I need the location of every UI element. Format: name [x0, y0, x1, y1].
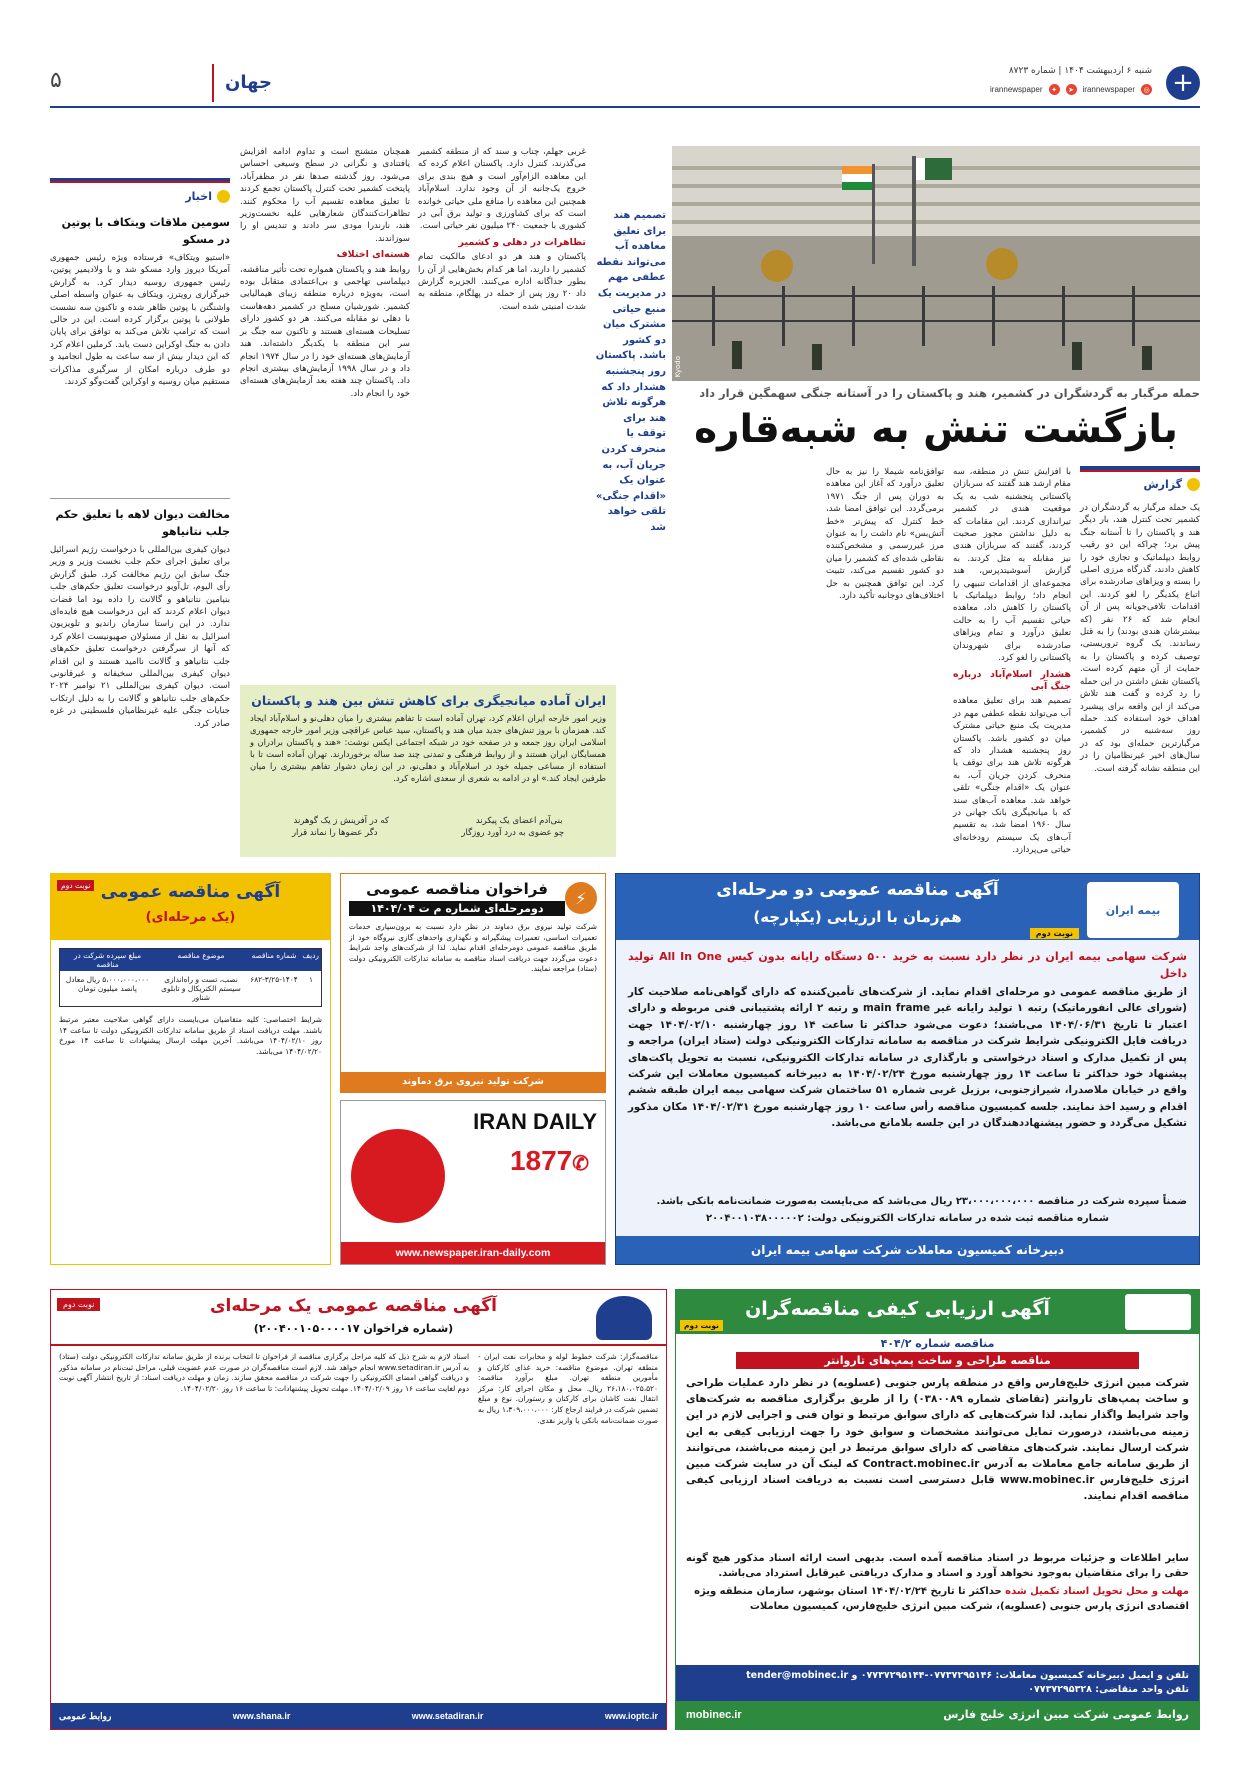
story-supertitle: حمله مرگبار به گردشگران در کشمیر، هند و پاکستان را در آستانه جنگی سهمگین قرار داد — [699, 386, 1200, 400]
telegram-icon: ➤ — [1066, 84, 1077, 95]
ad-mobin-footer: روابط عمومی شرکت مبین انرژی خلیج فارس mobinec.ir — [676, 1701, 1199, 1729]
box-story — [240, 685, 616, 857]
ad-bime-setad: شماره مناقصه ثبت شده در سامانه تدارکات الکترونیکی دولت: ۲۰۰۴۰۰۱۰۳۸۰۰۰۰۰۲ — [706, 1213, 1109, 1224]
box-story-title: ایران آماده میانجیگری برای کاهش تنش بین هند و پاکستان — [251, 693, 606, 708]
ad-general — [50, 873, 331, 1265]
plus-icon: + — [1166, 66, 1200, 100]
ad-mobin-url[interactable]: mobinec.ir — [686, 1709, 742, 1721]
phone-icon: ✆ — [572, 1153, 589, 1175]
ad-mobin-title: آگهی ارزیابی کیفی مناقصه‌گران — [745, 1298, 1050, 1320]
news-item-1-title: سومین ملاقات ویتکاف با پوتین در مسکو — [61, 216, 230, 246]
ad-barq-footer: شرکت تولید نیروی برق دماوند — [341, 1072, 605, 1092]
table-header: موضوع مناقصه — [155, 949, 247, 971]
story-col5-text: همچنان متشنج است و تداوم ادامه افزایش یافتنادی و نگرانی در سطح وسیعی احساس می‌شود. روز گذشته صدها نفر در مظفرآباد، پایتخت کشمیر تحت کنترل پاکستان تجمع کردند تا تعلیق معاهده تقسیم آب را محکوم کنند. تظاهرات‌کنندگان شعارهایی علیه نخست‌وزیر هند، نارندرا مودی سر دادند و تندیس او را سوزاندند. — [240, 147, 410, 244]
news-rule-red — [50, 181, 230, 183]
ad-bime-header — [616, 874, 1199, 940]
story-subhead-water: هشدار اسلام‌آباد درباره جنگ آبی — [953, 668, 1071, 692]
oil-ministry-logo-icon — [596, 1296, 652, 1340]
story-headline: بازگشت تنش به شبه‌قاره — [694, 407, 1178, 452]
ad-bime-logo: بیمه ایران — [1087, 882, 1179, 938]
story-col2-text-b: تصمیم هند برای تعلیق معاهده آب می‌تواند نقطه عطفی مهم در مدیریت یک منبع حیاتی مشترک میان دو کشور باشد. پاکستان روز پنجشنبه هشدار داد که هرگونه تلاش هند برای توقف یا منحرف کردن جریان آب، به عنوان یک «اقدام جنگی» تلقی خواهد شد. معاهده آب‌های سند که با میانجیگری بانک جهانی در سال ۱۹۶۰ امضا شد، به تقسیم آب‌های یک سیستم رودخانه‌ای حیاتی می‌پردازد. — [953, 696, 1072, 856]
ad-mobin-body2: سایر اطلاعات و جزئیات مربوط در اسناد مناقصه آمده است. بدیهی است ارائه اسناد مذکور هیچ گونه حقی را برای متقاضیان به‌وجود نخواهد آورد و اسناد و مدارک دریافتی غیرقابل استرداد می‌باشد. — [686, 1553, 1189, 1579]
page-number: ۵ — [50, 68, 62, 93]
story-col4-text: غربی جهلم، چناب و سند که از منطقه کشمیر می‌گذرند، کنترل دارد. پاکستان اعلام کرده که این معاهده الزام‌آور است و هیچ بندی برای خروج یک‌جانبه از آن وجود ندارد. اسلام‌آباد همچنین این معاهده را منافع ملی حیاتی خوانده است که برای کشاورزی و تولید برق آبی در کشوری با جمعیت ۲۴۰ میلیون نفر حیاتی است. — [418, 147, 586, 232]
pull-quote: تصمیم هند برای تعلیق معاهده آب می‌تواند نقطه عطفی مهم در مدیریت یک منبع حیاتی مشترک میان دو کشور باشد. پاکستان روز پنجشنبه هشدار داد که هرگونه تلاش هند برای توقف یا منحرف کردن جریان آب، به عنوان یک «اقدام جنگی» تلقی خواهد شد — [595, 210, 666, 533]
ad-bime-badge: نوبت دوم — [1030, 928, 1079, 939]
ad-gas-url1[interactable]: www.ioptc.ir — [604, 1711, 658, 1721]
ad-general-table — [59, 948, 322, 1007]
news-header: اخبار — [185, 190, 230, 203]
twitter-icon: ✦ — [1049, 84, 1060, 95]
social-handle-2[interactable]: irannewspaper — [990, 85, 1043, 94]
tag-rule-red — [1080, 470, 1200, 472]
ad-gas-body-right: مناقصه‌گزار: شرکت خطوط لوله و مخابرات نفت ایران - منطقه تهران. موضوع مناقصه: خرید غذای کارکنان و مأمورین منطقه تهران. مبلغ برآورد مناقصه: ۲۶،۱۸۰،۰۲۵،۵۲۰ ریال. محل و مکان اجرای کار: مرکز انتقال نفت کاشان برای کارکنان و رستوران. نوع و مبلغ تضمین شرکت در فرایند ارجاع کار: ۱،۳۰۹،۰۰۰،۰۰۰ ریال به صورت ضمانت‌نامه بانکی یا واریز نقدی. — [478, 1352, 658, 1425]
ad-mobin-badge: نوبت دوم — [680, 1320, 723, 1331]
mobin-logo-icon — [1125, 1294, 1191, 1330]
ad-bime-subtitle: هم‌زمان با ارزیابی (یکپارچه) — [753, 908, 962, 926]
ad-bime-title: آگهی مناقصه عمومی دو مرحله‌ای — [716, 880, 999, 900]
story-subhead-protest: تظاهرات در دهلی و کشمیر — [458, 236, 586, 248]
ad-general-title: آگهی مناقصه عمومی — [100, 882, 281, 902]
ad-gas-title: آگهی مناقصه عمومی یک مرحله‌ای — [209, 1296, 498, 1316]
header-divider — [212, 64, 214, 102]
lightning-icon: ⚡ — [565, 882, 597, 914]
ad-bime-iran — [615, 873, 1200, 1265]
story-subhead-nuclear: هسته‌ای اختلاف — [336, 249, 410, 261]
table-cell: ۵،۰۰۰،۰۰۰،۰۰۰ ریال معادل پانصد میلیون تومان — [65, 975, 150, 993]
ad-iran-daily — [340, 1100, 606, 1265]
photo-credit: Kyodo — [674, 355, 682, 377]
ad-gas-pr: روابط عمومی — [59, 1711, 112, 1721]
page-header — [50, 64, 1200, 102]
table-header: ردیف — [301, 949, 321, 971]
news-divider — [50, 498, 230, 499]
ad-bime-footer: دبیرخانه کمیسیون معاملات شرکت سهامی بیمه ایران — [616, 1236, 1199, 1264]
story-column-5 — [240, 146, 410, 496]
story-col5-text-b: روابط هند و پاکستان همواره تحت تأثیر مناقشه، دیپلماسی تهاجمی و بی‌اعتمادی متقابل بوده است، به‌ویژه درباره منطقه زیبای هیمالیایی کشمیر. شورشیان مسلح در کشمیر دهه‌هاست با دهلی نو مقابله می‌کنند. هر دو کشور دارای تسلیحات هسته‌ای هستند و تاکنون سه جنگ بر سر این منطقه با یکدیگر داشته‌اند. هند آزمایش‌های هسته‌ای خود را در سال ۱۹۷۴ انجام داد و در سال ۱۹۹۸ آزمایش‌های بیشتری انجام داد. پاکستان چند هفته بعد آزمایش‌های هسته‌ای خود را انجام داد. — [240, 264, 411, 399]
ad-gas-url3[interactable]: www.shana.ir — [232, 1711, 291, 1721]
ad-barq-body: شرکت تولید نیروی برق دماوند در نظر دارد نسبت به برون‌سپاری خدمات تعمیرات اساسی، تعمیرات پیشگیرانه و نگهداری واحدهای گازی نیروگاه خود از طریق مناقصه عمومی دومرحله‌ای اقدام نماید. لذا از شرکت‌های واجد شرایط دعوت می‌گردد جهت دریافت اسناد مناقصه به سامانه تدارکات الکترونیکی دولت (ستاد) مراجعه نمایند. — [349, 922, 597, 974]
news-dot-icon — [217, 190, 230, 203]
section-title: جهان — [225, 72, 272, 93]
border-ceremony-photo — [672, 146, 1200, 381]
instagram-icon: ◎ — [1141, 84, 1152, 95]
table-cell: نصب، تست و راه‌اندازی سیستم الکتریکال و تابلوی شناور — [161, 975, 241, 1002]
ad-barq-title: فراخوان مناقصه عمومی — [366, 880, 548, 898]
table-cell: ۱ — [309, 975, 313, 984]
ad-bime-deposit: ضمناً سپرده شرکت در مناقصه ۲۳،۰۰۰،۰۰۰،۰۰۰ ریال می‌باشد که می‌بایست به‌صورت ضمانت‌نامه بانکی باشد. — [656, 1196, 1187, 1207]
iran-daily-url[interactable]: www.newspaper.iran-daily.com — [341, 1242, 605, 1264]
ad-mobin-body: شرکت مبین انرژی خلیج‌فارس واقع در منطقه پارس جنوبی (عسلویه) در نظر دارد عملیات طراحی و ساخت پمپ‌های تاروانتر (تقاضای شماره ۰۳۸۰۰۸۹) را از طریق برگزاری مناقصه به شرکت‌های واجد شرایط واگذار نماید. لذا شرکت‌هایی که دارای سوابق مرتبط و توان فنی و اجرایی لازم در این زمینه می‌باشند، درصورت تمایل می‌توانند مشخصات و سوابق خود را جهت ارزیابی کیفی به این شرکت ارسال نمایند. شرکت‌های متقاضی که دارای سوابق مرتبط در این زمینه می‌باشند، می‌توانند از طریق سامانه جامع معاملات به آدرس Contract.mobinec.ir که لینک آن در سایت شرکت مبین انرژی خلیج‌فارس www.mobinec.ir قابل دسترسی است نسبت به دریافت اسناد ارزیابی کیفی مناقصه اقدام نمایند. — [686, 1377, 1189, 1503]
ad-mobin-number: مناقصه شماره ۴۰۴/۲ — [880, 1337, 995, 1350]
story-column-1: یک حمله مرگبار به گردشگران در کشمیر تحت کنترل هند، بار دیگر هند و پاکستان را تا آستانه جنگ پیش برد؛ چراکه این دو رقیب روابط دیپلماتیک و تجاری خود را کاهش دادند، گذرگاه مرزی اصلی را بسته و ویزاهای صادرشده برای اتباع یکدیگر را لغو کردند. این اقدامات تلافی‌جویانه پس از آن انجام شد که ۲۶ نفر (که بیشترشان هندی بودند) را به قتل رساندند. یک گروه تروریستی، توصیف کرده و پاکستان را به حمایت از آن متهم کرده است. پاکستان نقش داشتن در این حمله را رد کرده و گفت هند تلاش می‌کند از این واقعه برای پیشبرد اهداف خود استفاده کند. حمله روز سه‌شنبه در کشمیر، مرگبارترین حمله‌ای بود که در سال‌های اخیر غیرنظامیان را در این منطقه نشانه گرفته است. — [1080, 503, 1200, 774]
ad-gas-footer — [51, 1703, 666, 1729]
box-poem-line-1: بنی‌آدم اعضای یک پیکرند که در آفرینش ز یک گوهرند — [293, 816, 563, 826]
box-poem-line-2: چو عضوی به درد آورد روزگار دگر عضوها را نماند قرار — [291, 828, 565, 838]
box-story-body: وزیر امور خارجه ایران اعلام کرد، تهران آماده است تا تفاهم بیشتری را میان دهلی‌نو و اسلام‌آباد ایجاد کند. همزمان با بروز تنش‌های جدید میان هند و پاکستان، سید عباس عراقچی وزیر امور خارجه جمهوری اسلامی ایران روز جمعه و در صفحه خود در شبکه اجتماعی ایکس نوشت: «هند و پاکستان برادران و همسایگان ایران هستند و از روابط فرهنگی و تمدنی چند صد ساله برخوردارند. تهران آماده است تا با استفاده از مساعی جمیله خود در اسلام‌آباد و دهلی‌نو، در این زمان دشوار تفاهم بیشتری را میان طرفین ایجاد کند.» او در ادامه به شعری از سعدی اشاره کرد. — [250, 713, 606, 783]
ad-bime-lead: شرکت سهامی بیمه ایران در نظر دارد نسبت به خرید ۵۰۰ دستگاه رایانه بدون کیس All In One تولید داخل — [628, 950, 1188, 980]
social-handle-1[interactable]: irannewspaper — [1082, 85, 1135, 94]
table-header: مبلغ سپرده شرکت در مناقصه — [60, 949, 155, 971]
date-issue: شنبه ۶ اردیبهشت ۱۴۰۴ | شماره ۸۷۲۳ — [1008, 66, 1152, 76]
map-icon — [351, 1129, 445, 1223]
ad-mobin — [675, 1289, 1200, 1730]
ad-mobin-subject: مناقصه طراحی و ساخت پمپ‌های تاروانتر — [736, 1352, 1139, 1369]
ad-barq — [340, 873, 606, 1093]
story-column-4 — [418, 146, 586, 496]
story-column-3: توافق‌نامه شیملا را نیز به حال تعلیق درآورد که آغاز این معاهده به دوران پس از جنگ ۱۹۷۱ برمی‌گردد. این توافق امضا شد، خط کنترل که پیش‌تر «خط آتش‌بس» نام داشت را به عنوان مرز غیررسمی و مشخص‌کننده نقاطی شده‌ای که کشمیر را میان دو کشور تقسیم می‌کند، تثبیت کرد. این توافق همچنین به حل اختلاف‌های دوجانبه تأکید دارد. — [826, 467, 944, 602]
ad-barq-subtitle: دومرحله‌ای شماره م ت ۱۴۰۴/۰۴ — [349, 901, 565, 916]
story-col4-text-b: پاکستان و هند هر دو ادعای مالکیت تمام کشمیر را دارند، اما هر کدام بخش‌هایی از آن را بطور جداگانه اداره می‌کنند. الجزیره گزارش داد ۲۰ روز پس از حمله در پهلگام، منطقه به شدت امنیتی شده است. — [418, 252, 586, 312]
social-links — [990, 84, 1152, 95]
news-item-1-body: «استیو ویتکاف» فرستاده ویژه رئیس جمهوری آمریکا دیروز وارد مسکو شد و با ولادیمیر پوتین، رئیس جمهوری روسیه دیدار کرد. به گزارش خبرگزاری رویترز، ویتکاف به عنوان واسطه اصلی واشنگتن با پوتین ظاهر شده و تاکنون سه نشست طولانی با پوتین برگزار کرده است. این در حالی است که ترامپ تلاش می‌کند به توافق برای پایان دادن به جنگ اوکراین دست یابد. کرملین اعلام کرد که این دیدار بیش از سه ساعت به طول انجامید و دو طرف درباره امکان از سرگیری مذاکرات مستقیم میان روسیه و اوکراین گفت‌وگو کردند. — [50, 253, 230, 388]
report-tag: گزارش — [1143, 478, 1200, 491]
iran-daily-phone: ✆1877 — [509, 1145, 589, 1176]
tag-dot-icon — [1187, 478, 1200, 491]
ad-gas-subtitle: (شماره فراخوان ۲۰۰۴۰۰۱۰۵۰۰۰۰۱۷) — [253, 1322, 454, 1335]
story-col2-text: با افزایش تنش در منطقه، سه مقام ارشد هند گفتند که سربازان پاکستانی پنجشنبه شب به یک موقعیت هندی در کشمیر تیراندازی کردند. این مقامات که به دلیل نداشتن مجوز صحبت کردند، گفتند که سربازان هندی نیز مقابله به مثل کردند. به گزارش آسوشیتدپرس، هند مجموعه‌ای از اقدامات تنبیهی را انجام داد؛ روابط دیپلماتیک با پاکستان را کاهش داد، معاهده حیاتی تقسیم آب را به حالت تعلیق درآورد و تمام ویزاهای صادرشده برای شهروندان پاکستانی را لغو کرد. — [953, 467, 1071, 664]
ad-gas-badge: نوبت دوم — [57, 1298, 100, 1311]
news-item-2-body: دیوان کیفری بین‌المللی با درخواست رژیم اسرائیل برای تعلیق اجرای حکم جلب نخست وزیر و وزیر جنگ سابق این رژیم مخالفت کرد. طبق گزارش رأی الیوم، تل‌آویو درخواست تعلیق حکم‌های جلب بنیامین نتانیاهو و گالانت را داده بود اما قضات دیوان اعلام کردند که این درخواست هیچ فایده‌ای ندارد. در این راستا سازمان راندیو و تلویزیون اسرائیل به نقل از مسئولان صهیونیست اعلام کرد که آنها از سرگرفتن درخواست تعلیق حکم‌های جلب نتانیاهو و گالانت ناامید هستند و این اقدام دیوان کیفری بین‌المللی سخیفانه و غیرقانونی است. دیوان کیفری بین‌المللی ۲۱ نوامبر ۲۰۲۴ حکم‌های جلب نتانیاهو و گالانت را به دلیل ارتکاب جنایات جنگی علیه غیرنظامیان فلسطینی در غزه صادر کرد. — [50, 545, 230, 729]
ad-gas — [50, 1289, 667, 1730]
ad-mobin-contacts: تلفن و ایمیل دبیرخانه کمیسیون معاملات: ۰۷۷۳۷۲۹۵۱۴۶-۰۷۷۳۷۲۹۵۱۴۴ و tender@mobinec.ir تلفن واحد متقاضی: ۰۷۷۳۷۲۹۵۳۲۸ — [676, 1665, 1199, 1701]
table-cell: ۶۸۲-۳/۲۵-۱۴۰۴ — [250, 975, 298, 984]
ad-gas-body-left: اسناد لازم به شرح ذیل که کلیه مراحل برگزاری مناقصه از فراخوان تا انتخاب برنده از طریق سامانه تدارکات الکترونیکی دولت (ستاد) به آدرس www.setadiran.ir انجام خواهد شد. لازم است مناقصه‌گران در صورت عدم عضویت قبلی، مراحل ثبت‌نام در سامانه مذکور و دریافت گواهی امضای الکترونیکی را جهت شرکت در مناقصه محقق سازند. زمان و مهلت دریافت اسناد: از تاریخ انتشار آگهی نوبت دوم لغایت ساعت ۱۶ روز ۱۴۰۴/۰۲/۰۹. مهلت تحویل پیشنهادات: تا ساعت ۱۶ روز ۱۴۰۴/۰۲/۲۰. — [59, 1352, 470, 1393]
news-item-2-title: مخالفت دیوان لاهه با تعلیق حکم جلب نتانیاهو — [55, 508, 230, 538]
story-column-2 — [953, 466, 1072, 856]
ad-general-subtitle: (یک مرحله‌ای) — [145, 910, 236, 925]
ad-general-body: شرایط اختصاصی: کلیه متقاضیان می‌بایست دارای گواهی صلاحیت معتبر مرتبط باشند. مهلت دریافت اسناد از طریق سامانه تدارکات الکترونیکی دولت تا ساعت ۱۴ روز ۱۴۰۴/۰۲/۱۰ می‌باشد. آخرین مهلت ارسال پیشنهادات تا ساعت ۱۴ مورخ ۱۴۰۴/۰۲/۲۰ می‌باشد. — [59, 1015, 323, 1056]
ad-gas-url2[interactable]: www.setadiran.ir — [411, 1711, 484, 1721]
table-header: شماره مناقصه — [247, 949, 301, 971]
ad-general-badge: نوبت دوم — [57, 880, 94, 891]
iran-daily-brand: IRAN DAILY — [473, 1109, 597, 1134]
ad-bime-body: از طریق مناقصه عمومی دو مرحله‌ای اقدام نماید. از شرکت‌های تأمین‌کننده که دارای گواهی‌نامه صلاحیت کار (شورای عالی انفورماتیک) رتبه ۱ تولید رایانه غیر main frame و رتبه ۲ ارائه پشتیبانی فنی مربوطه و دارای اعتبار تا تاریخ ۱۴۰۴/۰۶/۳۱ می‌باشند؛ دعوت می‌شود حداکثر تا ساعت ۱۴ روز چهارشنبه ۱۴۰۴/۰۲/۱۰ جهت دریافت فایل الکترونیکی شرایط شرکت در مناقصه به سامانه تدارکات الکترونیکی دولت (ستاد ایران) مراجعه و پس از تکمیل مدارک و اسناد درخواستی و بارگذاری در سامانه تدارکات الکترونیکی، نسبت به تحویل پاکت‌های پیشنهاد خود حداکثر تا ساعت ۱۴ روز چهارشنبه مورخ ۱۴۰۴/۰۲/۲۴ به دبیرخانه کمیسیون معاملات این شرکت واقع در خیابان ملاصدرا، شیرازجنوبی، برزیل غربی شماره ۵۱ ساختمان شرکت سهامی بیمه ایران طبقه ششم اقدام و رسید اخذ نمایند. جلسه کمیسیون مناقصه رأس ساعت ۱۰ روز چهارشنبه مورخ ۱۴۰۴/۰۲/۳۱ مکان مذکور تشکیل می‌گردد و حضور پیشنهاددهندگان در این جلسه بلامانع می‌باشد. — [628, 986, 1188, 1130]
ad-mobin-deadline: مهلت و محل تحویل اسناد تکمیل شده حداکثر تا تاریخ ۱۴۰۴/۰۲/۲۴ استان بوشهر، سازمان منطقه ویژه اقتصادی انرژی پارس جنوبی (عسلویه)، شرکت مبین انرژی خلیج‌فارس، کمیسیون معاملات — [694, 1586, 1189, 1612]
header-rule — [50, 106, 1200, 108]
main-photo — [672, 146, 1200, 381]
